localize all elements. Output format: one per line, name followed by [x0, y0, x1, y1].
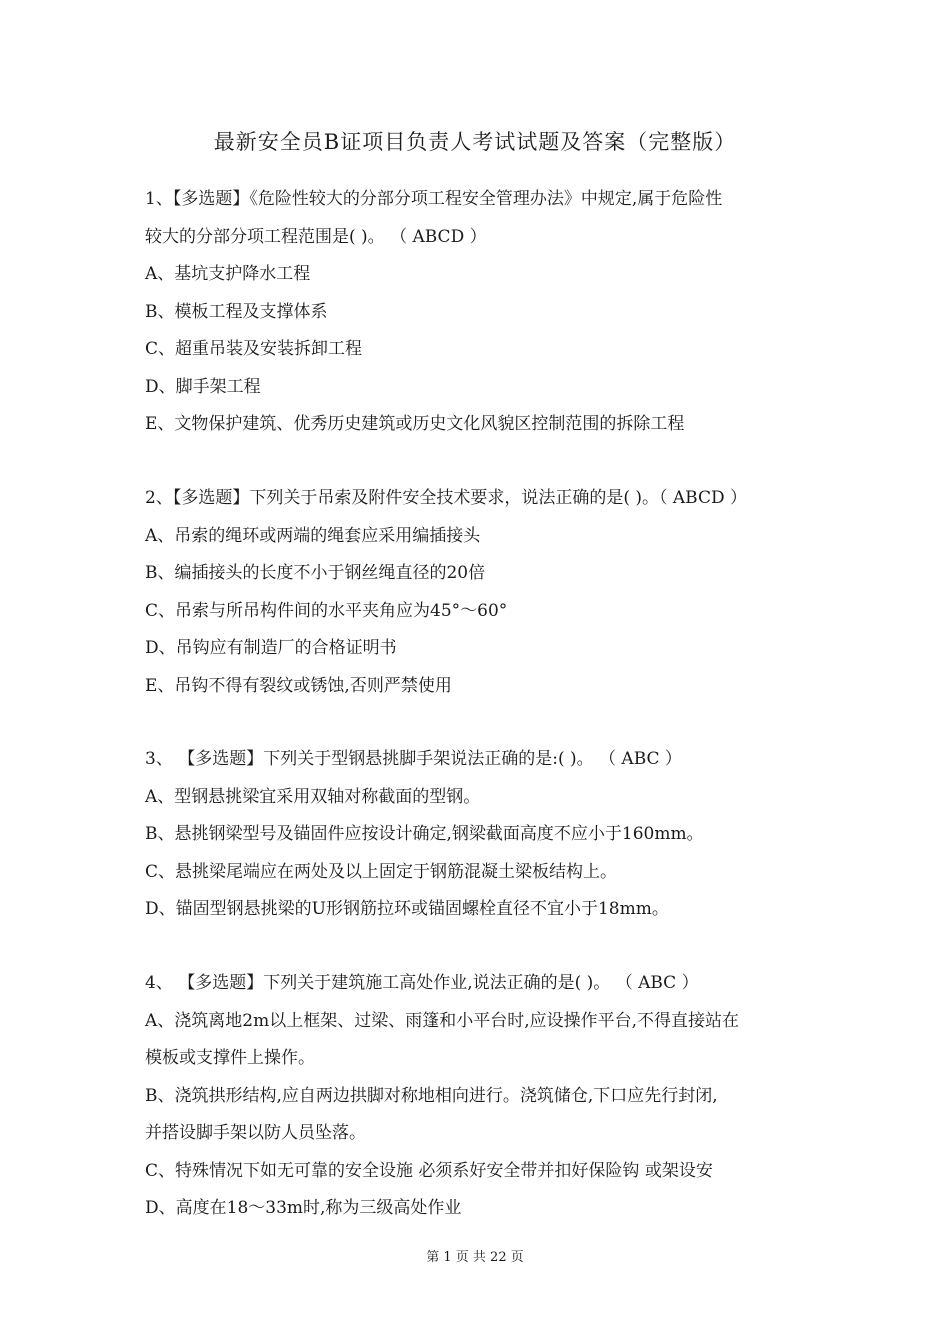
option: C、超重吊装及安装拆卸工程: [145, 339, 363, 359]
document-title: 最新安全员B证项目负责人考试试题及答案（完整版）: [213, 130, 737, 154]
question-text: 2、【多选题】下列关于吊索及附件安全技术要求，说法正确的是( )。（ ABCD ）: [145, 488, 748, 508]
option: E、吊钩不得有裂纹或锈蚀,否则严禁使用: [145, 675, 452, 696]
option: E、文物保护建筑、优秀历史建筑或历史文化风貌区控制范围的拆除工程: [145, 414, 685, 434]
page-number: 第 1 页 共 22 页: [426, 1250, 524, 1265]
option: D、高度在18～33m时,称为三级高处作业: [145, 1198, 462, 1218]
option: A、吊索的绳环或两端的绳套应采用编插接头: [145, 525, 481, 546]
question-block: [145, 181, 825, 444]
option: C、悬挑梁尾端应在两处及以上固定于钢筋混凝土梁板结构上。: [145, 861, 618, 882]
option: C、吊索与所吊构件间的水平夹角应为45°～60°: [145, 600, 508, 621]
option: B、编插接头的长度不小于钢丝绳直径的20倍: [145, 563, 486, 583]
option: D、吊钩应有制造厂的合格证明书: [145, 638, 397, 658]
question-text: 4、 【多选题】下列关于建筑施工高处作业,说法正确的是( )。 （ ABC ）: [145, 973, 699, 993]
option: D、脚手架工程: [145, 376, 261, 397]
option: D、锚固型钢悬挑梁的U形钢筋拉环或锚固螺栓直径不宜小于18mm。: [145, 899, 669, 919]
option-continuation: 模板或支撑件上操作。: [145, 1048, 315, 1068]
question-block: [145, 741, 825, 929]
question-block: [145, 965, 825, 1228]
option-continuation: 并搭设脚手架以防人员坠落。: [145, 1123, 366, 1143]
option: A、基坑支护降水工程: [145, 264, 311, 284]
question-text: 3、 【多选题】下列关于型钢悬挑脚手架说法正确的是:( )。 （ ABC ）: [145, 749, 682, 769]
option: B、模板工程及支撑体系: [145, 301, 328, 322]
option: B、浇筑拱形结构,应自两边拱脚对称地相向进行。浇筑储仓,下口应先行封闭,: [145, 1085, 718, 1106]
question-block: [145, 480, 825, 705]
option: B、悬挑钢梁型号及锚固件应按设计确定,钢梁截面高度不应小于160mm。: [145, 824, 704, 844]
option: A、浇筑离地2m以上框架、过梁、雨篷和小平台时,应设操作平台,不得直接站在: [145, 1010, 740, 1031]
question-text: 较大的分部分项工程范围是( )。 （ ABCD ）: [145, 226, 487, 247]
option: C、特殊情况下如无可靠的安全设施 必须系好安全带并扣好保险钩 或架设安: [145, 1160, 713, 1181]
option: A、型钢悬挑梁宜采用双轴对称截面的型钢。: [145, 786, 481, 807]
question-text: 1、【多选题】《危险性较大的分部分项工程安全管理办法》中规定,属于危险性: [145, 189, 723, 209]
